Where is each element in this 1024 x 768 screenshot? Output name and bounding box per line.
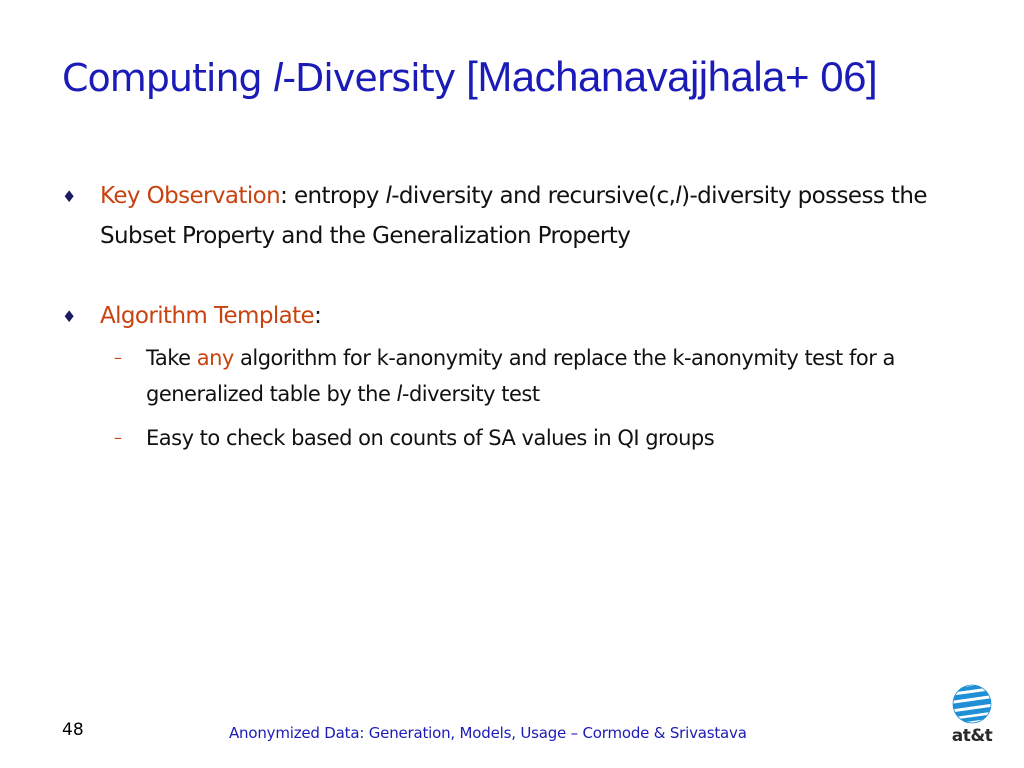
bullet-text: -diversity and recursive(c, — [391, 183, 676, 209]
bullet-heading: Key Observation — [100, 183, 281, 209]
footer-text: Anonymized Data: Generation, Models, Usage – Cormode & Srivastava — [229, 724, 747, 742]
att-logo — [944, 682, 1000, 752]
title-text-diversity: -Diversity — [282, 56, 467, 100]
diamond-bullet-icon: ♦ — [62, 187, 76, 206]
dash-bullet-icon: – — [114, 348, 122, 367]
bullet-italic-l: l — [385, 183, 392, 209]
bullet-text: : — [314, 303, 322, 329]
sub-bullet-text: Easy to check based on counts of SA values in QI groups — [146, 426, 715, 450]
page-number: 48 — [62, 720, 84, 740]
dash-bullet-icon: – — [114, 428, 122, 447]
sub-bullet-italic-l: l — [396, 382, 402, 406]
slide-body — [62, 176, 992, 456]
globe-icon — [944, 682, 1000, 726]
bullet-algorithm-template — [62, 296, 992, 456]
bullet-text: )-diversity possess the Subset Property and the Generalization Property — [100, 183, 927, 249]
bullet-text: : entropy — [280, 183, 386, 209]
sub-bullet-accent: any — [196, 346, 234, 370]
logo-text: at&t — [951, 726, 993, 746]
slide-title — [62, 52, 877, 102]
sub-bullet-easy-check — [100, 420, 992, 456]
sub-bullet-take-any — [100, 340, 992, 412]
diamond-bullet-icon: ♦ — [62, 307, 76, 326]
bullet-heading: Algorithm Template — [100, 303, 315, 329]
title-italic-l: l — [272, 56, 283, 100]
title-citation: [Machanavajjhala+ 06] — [466, 53, 878, 100]
title-text: Computing — [62, 56, 273, 100]
sub-bullet-text: -diversity test — [401, 382, 540, 406]
sub-bullet-text: Take — [146, 346, 197, 370]
bullet-italic-l: l — [675, 183, 682, 209]
sub-bullet-text: algorithm for k-anonymity and replace the k-anonymity test for a generalized table by the — [146, 346, 895, 406]
bullet-key-observation — [62, 176, 992, 256]
